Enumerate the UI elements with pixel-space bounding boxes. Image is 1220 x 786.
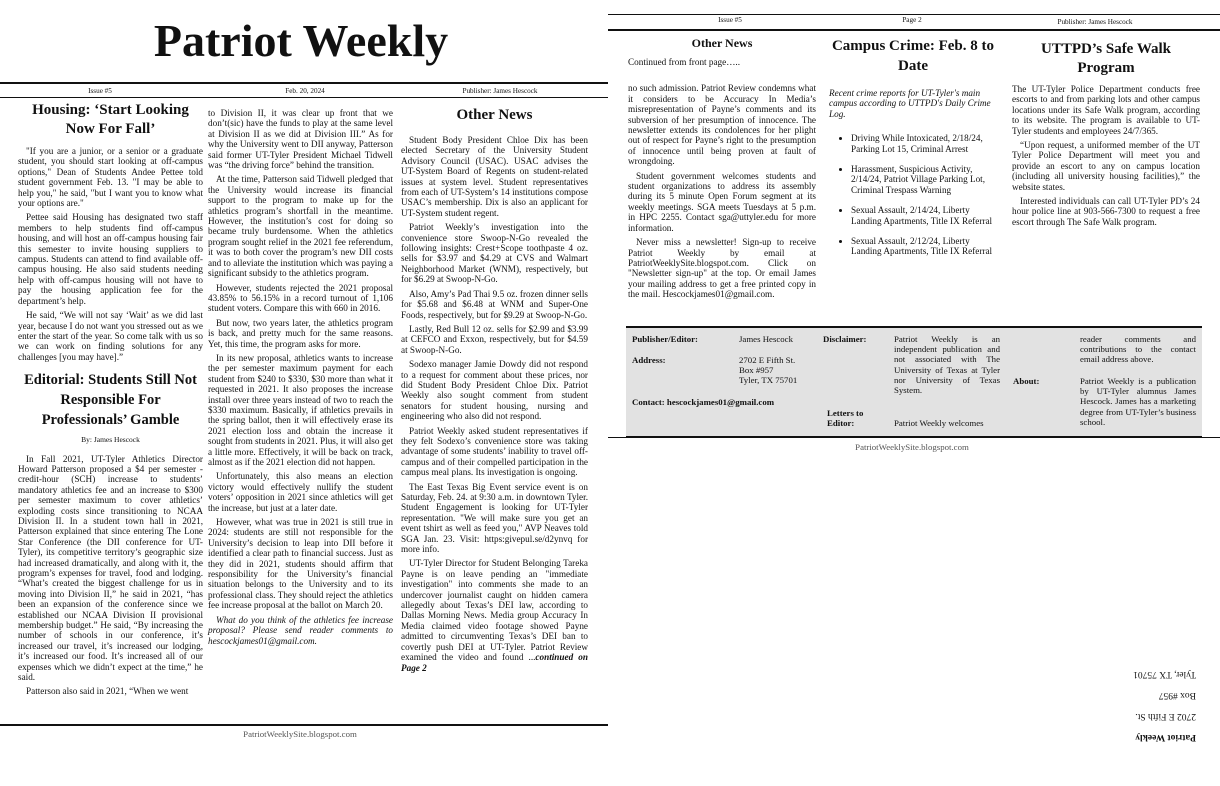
address-line: Tyler, TX 75701	[739, 375, 798, 385]
news-paragraph: Sodexo manager Jamie Dowdy did not respond to a request for comment about these prices, nor did Student Body President Chloe Dix. Patriot Weekly also sought comment from student senators for student housing, nursing and engineering who also did not respond.	[401, 359, 588, 422]
news-paragraph: Patriot Weekly’s investigation into the convenience store Swoop-N-Go revealed the following insights: Crest+Scope toothpaste 4 oz. sells for $3.97 and $4.29 at CVS and Walmart Neighborhood Market (WNM), respectively, but for $6.29 at Swoop-N-Go.	[401, 222, 588, 285]
news-paragraph: Never miss a newsletter! Sign-up to receive Patriot Weekly by email at PatriotWeeklySite.blogspot.com. Click on "Newsletter sign-up" at the top. Or email James your mailing address to get a free printed copy in the mail. Hescockjames01@gmail.com.	[628, 237, 816, 300]
continued-from: Continued from front page…..	[628, 57, 741, 67]
publisher-label: Publisher: James Hescock	[462, 87, 538, 95]
page2-footer-site: PatriotWeeklySite.blogspot.com	[855, 442, 969, 452]
housing-paragraph: Pettee said Housing has designated two staff members to help students find off-campus housing, and will host an off-campus housing fair this semester to invite housing suppliers to campus. Students can attend to find available off-campus housing. He also said students needing help with off-campus housing will not have to pay the housing application fee for the department’s help.	[18, 212, 203, 306]
masthead: Patriot Weekly	[153, 15, 449, 66]
editorial-byline: By: James Hescock	[81, 435, 140, 445]
housing-paragraph: He said, “We will not say ‘Wait’ as we did last year, because I do not want you stressed out as we enter the start of the year. So come talk with us so we can work on finding solutions for any challenges [you may have].”	[18, 310, 203, 362]
crime-headline: Campus Crime: Feb. 8 to Date	[831, 38, 995, 74]
column-1	[18, 101, 203, 701]
page2-bottom-rule	[608, 437, 1220, 438]
editorial-headline: Editorial: Students Still Not Responsible For Professionals’ Gamble	[24, 372, 197, 429]
page2-number: Page 2	[902, 16, 922, 24]
news-paragraph: Also, Amy’s Pad Thai 9.5 oz. frozen dinner sells for $5.68 and $6.48 at WNM and Super-One Foods, respectively, but for $9.29 at Swoop-N-Go.	[401, 288, 588, 320]
crime-item: • Driving While Intoxicated, 2/18/24, Parking Lot 15, Criminal Arrest	[851, 133, 997, 154]
letters-label: Letters to Editor:	[827, 408, 864, 429]
editorial-paragraph: In its new proposal, athletics wants to increase the per semester maximum payment for each student from $240 to $330, $30 more than what it requested in 2021. It also proposes the increase install over three years instead of two to reach the $330 maximum. Basically, if athletics prevails in the spring ballot, then it will effectively erase its 2021 election loss and obtain the increase it sought from students in 2021. Plus, it will also get a little more. Effectively, it will be back on track, almost as if the 2021 election did not happen.	[208, 352, 393, 467]
publisher-editor-value: James Hescock	[739, 334, 793, 344]
date-label: Feb. 20, 2024	[285, 87, 325, 95]
mailing-line: Tyler, TX 75701	[1133, 669, 1196, 679]
address-line: 2702 E Fifth St.	[739, 355, 796, 365]
safewalk-paragraph: Interested individuals can call UT-Tyler PD’s 24 hour police line at 903-566-7300 to request a free escort through The Safe Walk program.	[1012, 196, 1200, 227]
news-paragraph: UT-Tyler Director for Student Belonging Tareka Payne is on leave pending an "immediate investigation" into comments she made to an undercover journalist caught on hidden camera allegedly about Texas’s DEI law, according to Dallas Morning News. Media group Accuracy In Media claimed video footage showed Payne admitted to circumventing Texas’s DEI ban to covertly push DEI at UT-Tyler. Patriot Review examined the video and found ...	[401, 558, 588, 663]
news-paragraph: The East Texas Big Event service event is on Saturday, Feb. 24. at 9:30 a.m. in downtown Tyler. Student Engagement is looking for UT-Tyler representation. "We will make sure you get an event tshirt as well as feed you," AVP Neaves told SGA Jan. 23. Visit: https:givepul.se/d2ynvq for more info.	[401, 481, 588, 555]
info-box	[626, 326, 1202, 438]
news-paragraph: Patriot Weekly asked student representatives if they felt Sodexo’s convenience store was taking advantage of some students’ inability to travel off-campus and of their compelled participation in the campus meal plans. Its investigation is ongoing.	[401, 425, 588, 478]
letters-value: Patriot Weekly welcomes	[894, 418, 984, 428]
mailing-line: Patriot Weekly	[1135, 732, 1196, 742]
disclaimer-value: Patriot Weekly is an independent publication and not associated with The University of Texas at Tyler nor University of Texas System.	[894, 334, 1000, 396]
housing-headline: Housing: ‘Start Looking Now For Fall’	[32, 102, 189, 137]
page2-column-2	[829, 36, 997, 267]
page2-other-news-headline: Other News	[691, 36, 753, 50]
safewalk-paragraph: The UT-Tyler Police Department conducts free escorts to and from parking lots and other campus locations under its Safe Walk program, according to its website. The program is available to UT-Tyler students and employees 24/7/365.	[1012, 84, 1200, 136]
editorial-paragraph: Unfortunately, this also means an election victory would effectively nullify the student voters’ opposition in 2021 since athletics will get the increase, but just at a later date.	[208, 471, 393, 513]
publisher-editor-label: Publisher/Editor:	[632, 334, 698, 344]
column-2	[208, 108, 393, 650]
about-value: Patriot Weekly is a publication by UT-Tyler alumnus James Hescock. James has a marketing degree from UT-Tyler’s business school.	[1080, 376, 1196, 427]
editorial-paragraph: However, students rejected the 2021 proposal 43.85% to 56.15% in a record turnout of 1,106 student voters. Compare this with 660 in 2016.	[208, 282, 393, 314]
about-label: About:	[1013, 376, 1040, 386]
page1-bottom-rule	[0, 724, 608, 726]
letters-value-cont: reader comments and contributions to the contact email address above.	[1080, 334, 1196, 365]
masthead-rule	[0, 82, 608, 84]
mailing-line: Box #957	[1158, 690, 1196, 700]
safewalk-headline: UTTPD’s Safe Walk Program	[1040, 41, 1172, 76]
page2-publisher: Publisher: James Hescock	[1057, 18, 1133, 26]
crime-item: • Sexual Assault, 2/14/24, Liberty Landing Apartments, Title IX Referral	[851, 205, 997, 226]
editorial-paragraph: In Fall 2021, UT-Tyler Athletics Director Howard Patterson proposed a $4 per semester -credit-hour (SCH) increase to students’ mandatory athletics fee and an increase to $300 per semester maximum to cover athletics’ exploding costs since transitioning to NCAA Division II. In a student town hall in 2021, Patterson explained that since entering The Lone Star Conference (the DII conference for UT-Tyler), its competitive territory’s geographic size had increased dramatically, and along with it, the program’s expenses for travel, food and lodging. “What’s created the biggest challenge for us in moving into Division II,” he said in 2021, “has been an expansion of the conference since we established our NCAA Division II provisional membership budget.” He said, “By increasing the number of schools in our conference, it’s increased our travel, it’s increased our lodging, it’s increased our food. It’s increased all of our expenses which we didn’t expect at the time,” he said.	[18, 453, 203, 683]
page1-footer-site: PatriotWeeklySite.blogspot.com	[243, 729, 357, 739]
header-rule	[0, 97, 608, 98]
issue-label: Issue #5	[88, 87, 112, 95]
housing-paragraph: "If you are a junior, or a senior or a graduate student, you should start looking at off-campus options," Dean of Students Andee Pettee told student government Feb. 13. "I may be able to help you," he said, "but I want you to know what your options are."	[18, 146, 203, 209]
editorial-closing: What do you think of the athletics fee increase proposal? Please send reader comments to hescockjames01@gmail.com.	[208, 614, 393, 646]
editorial-paragraph: to Division II, it was clear up front that we don’t(sic) have the funds to play at the same level at Division II as we did at Division III.” As for why the University went to DII anyway, Patterson said former UT-Tyler President Michael Tidwell was “the driving force” behind the transition.	[208, 108, 393, 171]
page2-column-1	[628, 36, 816, 304]
news-paragraph: Lastly, Red Bull 12 oz. sells for $2.99 and $3.99 at CEFCO and Exxon, respectively, but for $4.59 at Swoop-N-Go.	[401, 323, 588, 355]
editorial-paragraph: But now, two years later, the athletics program is back, and pretty much for the same reasons. Yet, this time, the program asks for more.	[208, 317, 393, 349]
continued-note: continued on Page 2	[401, 652, 588, 673]
page2-top-rule	[608, 14, 1220, 15]
crime-item: • Harassment, Suspicious Activity, 2/14/24, Patriot Village Parking Lot, Criminal Trespass Warning	[851, 164, 997, 195]
disclaimer-label: Disclaimer:	[823, 334, 867, 344]
address-line: Box #957	[739, 365, 774, 375]
page2-header-rule	[608, 29, 1220, 31]
contact-line: Contact: hescockjames01@gmail.com	[632, 397, 775, 407]
mailing-line: 2702 E Fifth St.	[1135, 711, 1196, 721]
address-label: Address:	[632, 355, 666, 365]
column-3	[401, 101, 588, 673]
safewalk-paragraph: “Upon request, a uniformed member of the UT Tyler Police Department will meet you and provide an escort to any on campus location (including all university housing facilities),” the website states.	[1012, 140, 1200, 192]
news-paragraph: Student government welcomes students and student organizations to address its assembly during its 5 minute Open Forum segment at its weekly meetings. SGA meets Tuesdays at 5 p.m. in HPC 2255. Contact sga@uttyler.edu for more information.	[628, 170, 816, 233]
crime-intro: Recent crime reports for UT-Tyler's main campus according to UTTPD's Daily Crime Log.	[829, 88, 991, 119]
crime-list	[829, 133, 997, 257]
editorial-paragraph: At the time, Patterson said Tidwell pledged that the University would increase its financial support to the program to make up for the athletics program’s shortfall in the meantime. However, the institution’s cost for doing so became truly burdensome. When the athletics program sought relief in the 2021 fee referendum, it was to both cover the program’s new DII costs and to alleviate the institution which was paying a significant subsidy to the athletics program.	[208, 174, 393, 279]
news-paragraph: Student Body President Chloe Dix has been elected Secretary of the University Student Advisory Council (USAC). USAC advises the UT-System Board of Regents on student-related issues at system level. Student representatives from each of UT-System’s 14 institutions compose USAC’s membership. Dix is also an applicant for UT-System student regent.	[401, 135, 588, 218]
editorial-paragraph: However, what was true in 2021 is still true in 2024: students are still not responsible for the University’s decision to leap into DII before it identified a clear path to financial success. Just as they did in 2021, students should affirm that responsibility for the University’s financial situation belongs to the University and to its professional class. They should reject the athletics fee increase proposal at the ballot on March 20.	[208, 517, 393, 611]
other-news-headline: Other News	[456, 107, 533, 123]
news-paragraph: no such admission. Patriot Review condemns what it considers to be Accuracy In Media’s misrepresentation of Payne’s comments and its subversion of her presumption of innocence. The newsletter extends its condolences for her plight out of respect for Payne’s right to the presumption of innocence until being proven at fault of wrongdoing.	[628, 83, 816, 167]
mailing-label	[1108, 663, 1196, 747]
editorial-paragraph: Patterson also said in 2021, “When we went	[26, 686, 189, 697]
page2-issue: Issue #5	[718, 16, 742, 24]
crime-item: • Sexual Assault, 2/12/24, Liberty Landing Apartments, Title IX Referral	[851, 236, 997, 257]
page2-column-3	[1012, 40, 1200, 231]
